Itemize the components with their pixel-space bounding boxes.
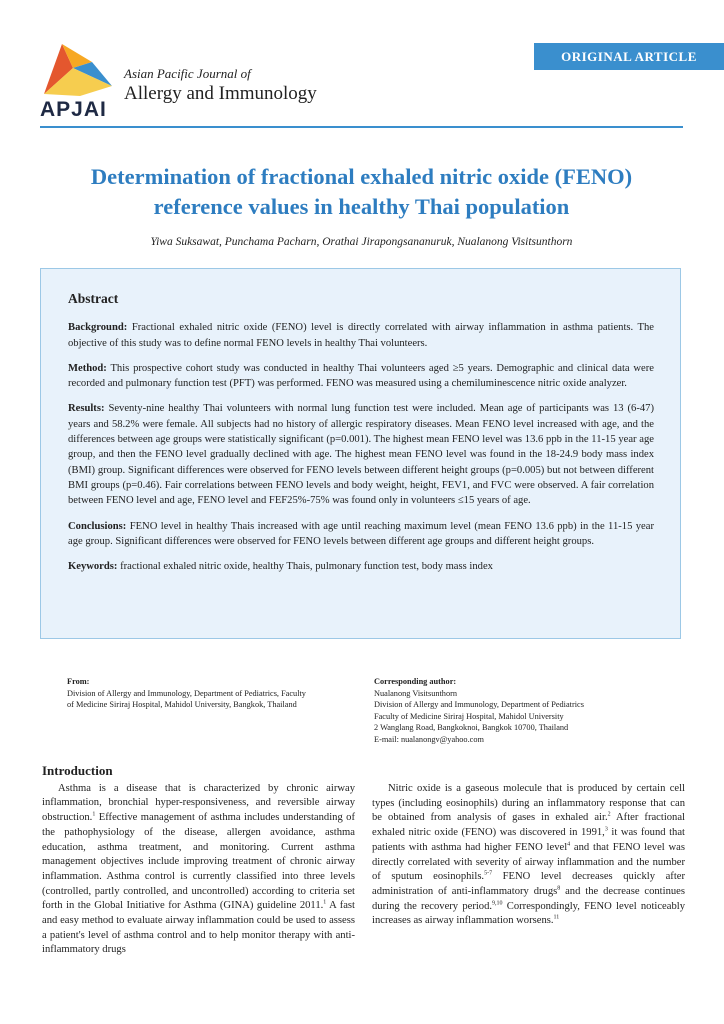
intro-paragraph-1: Asthma is a disease that is characterized by chronic airway inflammation, bronchial hyper-responsiveness, and reversible airway obstruction.$^1$ Effective management of asthma includes understanding of the pathophysiology of the disease, allergen avoidance, asthma education, asthma treatment, and monitoring. Current asthma management objectives include improving treatment of chronic airway inflammation. Asthma control is currently classified into three levels (controlled, partly controlled, and uncontrolled) according to criteria set forth in the Global Initiative for Asthma (GINA) guideline 2011.$^1$ A fast and easy method to evaluate airway inflammation could be used to assess a patient's level of asthma control and to help monitor therapy with anti-inflammatory drugs (42, 782, 355, 956)
abstract-method (68, 361, 654, 392)
citation: 1 (92, 811, 96, 818)
journal-name (124, 66, 317, 105)
conclusions-label: Conclusions: (68, 520, 127, 532)
title-line2: reference values in healthy Thai population (153, 194, 570, 219)
abstract-conclusions (68, 519, 654, 550)
abstract-results (68, 401, 654, 508)
citation: 3 (604, 826, 608, 833)
header-divider (40, 126, 683, 128)
affiliation-from (67, 676, 357, 711)
from-line: of Medicine Siriraj Hospital, Mahidol University, Bangkok, Thailand (67, 700, 297, 710)
citation: 5-7 (484, 870, 493, 877)
body-column-right (372, 782, 685, 929)
method-text: This prospective cohort study was conducted in healthy Thai volunteers aged ≥5 years. Demographic and clinical data were recorded and pulmonary function test (PFT) was performed. FENO was measured using a chemiluminescence nitric oxide analyzer. (68, 362, 654, 390)
corresponding-line: Faculty of Medicine Siriraj Hospital, Mahidol University (374, 711, 564, 721)
corresponding-author (374, 676, 684, 746)
corresponding-line: 2 Wanglang Road, Bangkoknoi, Bangkok 10700, Thailand (374, 723, 569, 733)
corresponding-name: Nualanong Visitsunthorn (374, 688, 458, 698)
method-label: Method: (68, 362, 107, 374)
from-line: Division of Allergy and Immunology, Department of Pediatrics, Faculty (67, 688, 306, 698)
background-text: Fractional exhaled nitric oxide (FENO) level is directly correlated with airway inflammation in asthma patients. The objective of this study was to define normal FENO levels in healthy Thai volunteers. (68, 322, 655, 349)
abstract-heading: Abstract (68, 291, 119, 306)
article-title (40, 162, 683, 222)
conclusions-text: FENO level in healthy Thais increased with age until reaching maximum level (mean FENO 13.6 ppb) in the 11-15 year age group. Significant differences were observed for FENO levels between different age groups and different height groups. (68, 520, 654, 547)
title-line1: Determination of fractional exhaled nitric oxide (FENO) (90, 164, 633, 189)
keywords-label: Keywords: (68, 561, 118, 573)
svg-text:APJAI: APJAI (40, 98, 107, 120)
citation: 8 (557, 885, 561, 892)
corresponding-label: Corresponding author: (374, 677, 457, 686)
from-label: From: (67, 677, 90, 686)
citation: 2 (607, 811, 611, 818)
citation: 4 (567, 841, 571, 848)
results-label: Results: (68, 403, 105, 415)
corresponding-line: Division of Allergy and Immunology, Department of Pediatrics (374, 700, 584, 710)
journal-name-line1: Asian Pacific Journal of (124, 66, 251, 81)
author-list: Yiwa Suksawat, Punchama Pacharn, Orathai Jirapongsananuruk, Nualanong Visitsunthorn (150, 236, 573, 248)
citation: 11 (553, 914, 560, 921)
apjai-logo-icon (40, 42, 120, 120)
keywords-text: fractional exhaled nitric oxide, healthy Thais, pulmonary function test, body mass index (120, 561, 493, 573)
citation: 9,10 (492, 900, 503, 907)
abstract-box (40, 268, 681, 639)
background-label: Background: (68, 322, 128, 334)
article-type-badge: ORIGINAL ARTICLE (534, 43, 724, 70)
abstract-keywords (68, 559, 654, 574)
corresponding-email[interactable]: E-mail: nualanongv@yahoo.com (374, 734, 484, 744)
journal-name-line2: Allergy and Immunology (124, 83, 317, 104)
intro-paragraph-2: Nitric oxide is a gaseous molecule that is produced by certain cell types (including eosinophils) during an inflammatory response that can be obtained from analysis of gases in exhaled air.$^2$ After fractional exhaled nitric oxide (FENO) was discovered in 1991,$^3$ it was found that patients with asthma had higher FENO level$^4$ and that FENO level was directly correlated with severity of airway inflammation and the number of sputum eosinophils.$^{5-7}$ FENO level decreases quickly after administration of anti-inflammatory drugs$^8$ and the decrease continues during the recovery period.$^{9,10}$ Correspondingly, FENO level noticeably increases as airway inflammation worsens.$^{11}$ (372, 783, 686, 927)
abstract-background (68, 320, 654, 351)
section-heading-introduction: Introduction (42, 763, 113, 778)
citation: 1 (323, 899, 327, 906)
results-text: Seventy-nine healthy Thai volunteers with normal lung function test were included. Mean age of participants was 13 (6-47) years and 58.2% were female. All subjects had no history of allergic respiratory diseases. Mean FENO level increased with age, and the differences between age groups were statistically significant (p=0.001). The highest mean FENO level was 13.6 ppb in the 11-15 year age group, and then the FENO level gradually declined with age. The highest mean FENO level was found in the 18-24.9 body mass index (BMI) group. Significant differences were observed for FENO levels between different height groups (p=0.005) but not between different BMI groups (p=0.46). Fair correlations between FENO levels and body weight, height, FEV1, and FVC were observed. A fair correlation between FENO level and age, FENO level and FEF25%-75% was found only in volunteers ≤15 years of age. (68, 403, 654, 507)
body-column-left (42, 764, 355, 958)
